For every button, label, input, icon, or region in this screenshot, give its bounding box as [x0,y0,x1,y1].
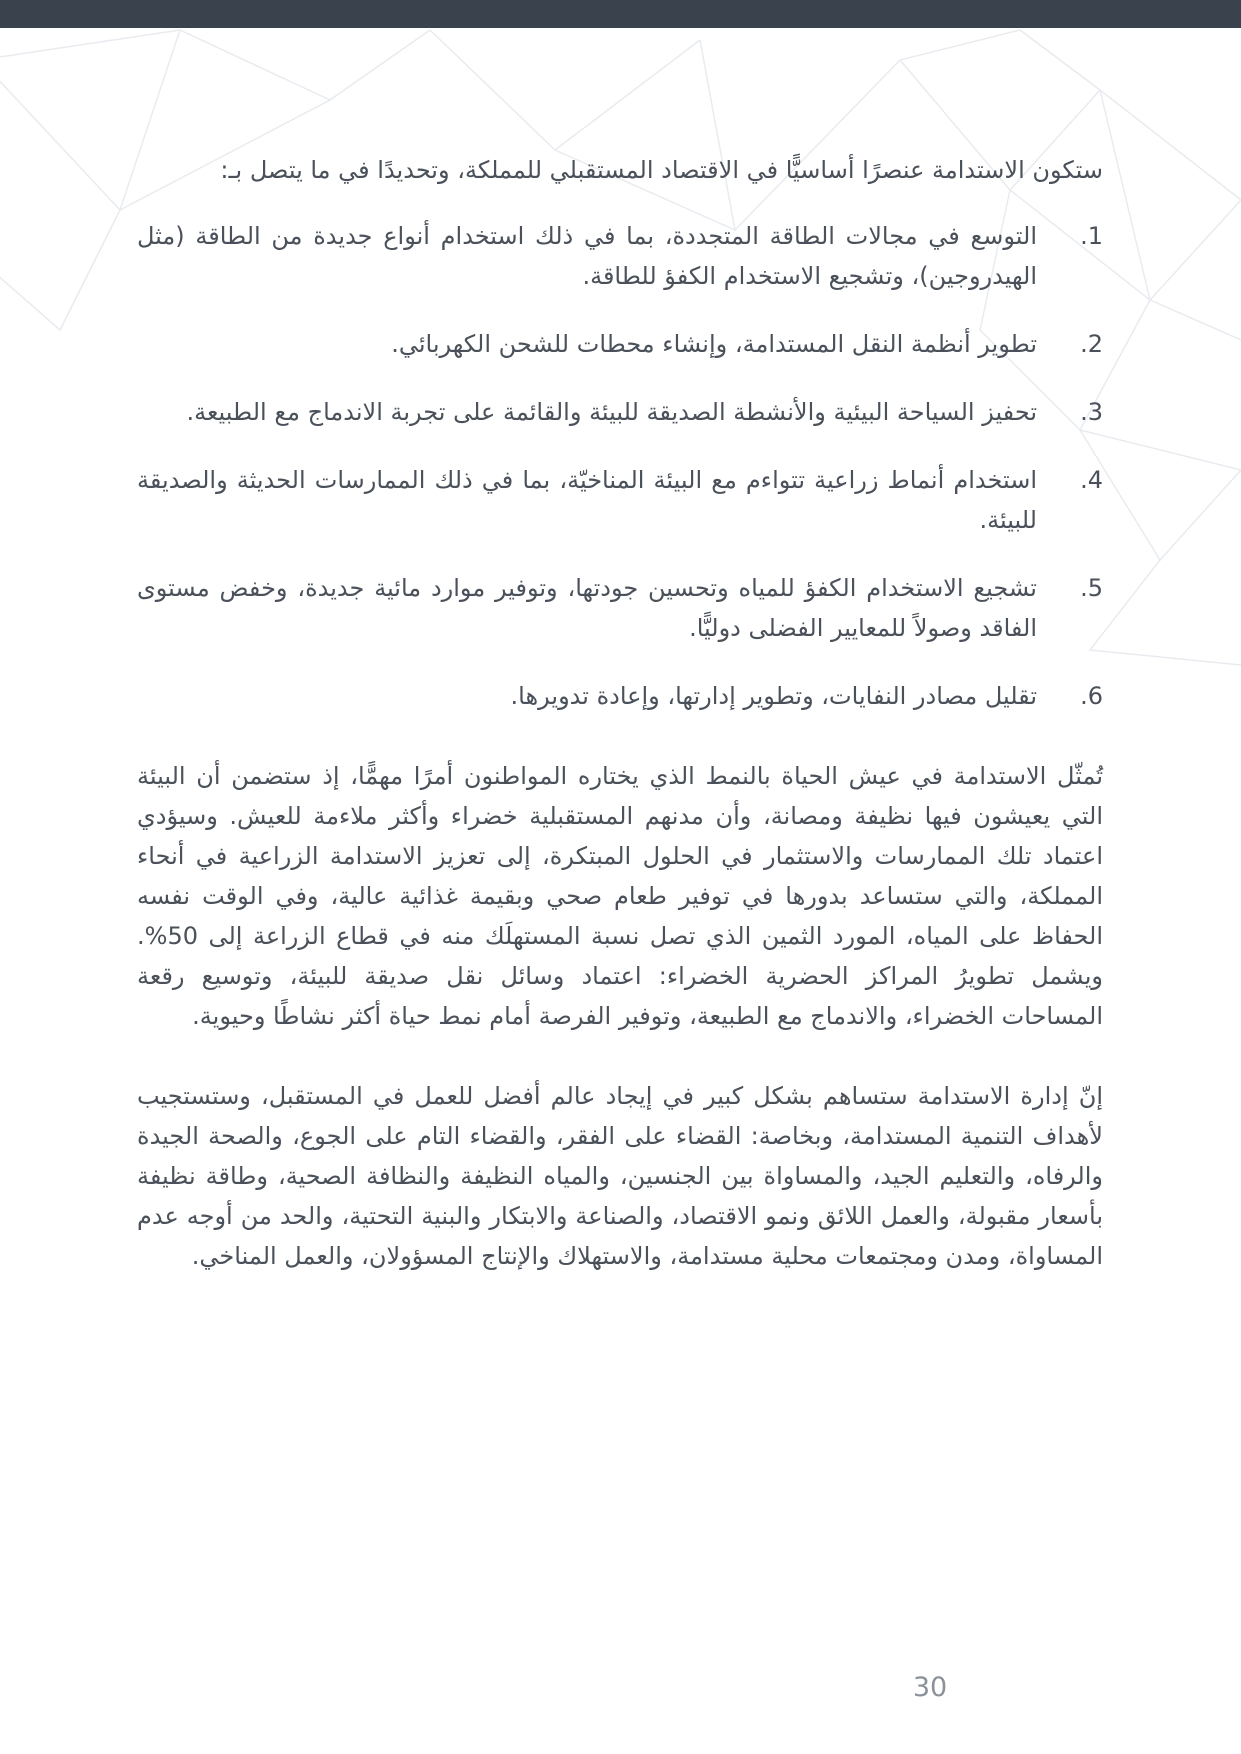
list-item [137,568,1103,648]
list-item [137,324,1103,364]
list-item-text: استخدام أنماط زراعية تتواءم مع البيئة المناخيّة، بما في ذلك الممارسات الحديثة والصديقة للبيئة. [137,466,1037,534]
intro-paragraph: ستكون الاستدامة عنصرًا أساسيًّا في الاقتصاد المستقبلي للمملكة، وتحديدًا في ما يتصل بـ: [220,156,1103,184]
top-bar [0,0,1241,28]
list-item [137,676,1103,716]
list-item [137,392,1103,432]
list-item-number: 6. [1080,682,1103,710]
body-paragraph-2: إنّ إدارة الاستدامة ستساهم بشكل كبير في إيجاد عالم أفضل للعمل في المستقبل، وستستجيب لأهداف التنمية المستدامة، وبخاصة: القضاء على الفقر، والقضاء التام على الجوع، والصحة الجيدة والرفاه، والتعليم الجيد، والمساواة بين الجنسين، والمياه النظيفة والنظافة الصحية، وطاقة نظيفة بأسعار مقبولة، والعمل اللائق ونمو الاقتصاد، والصناعة والابتكار والبنية التحتية، والحد من أوجه عدم المساواة، ومدن ومجتمعات محلية مستدامة، والاستهلاك والإنتاج المسؤولان، والعمل المناخي. [137,1082,1103,1270]
page-number: 30 [912,1672,948,1703]
list-item-number: 3. [1080,398,1103,426]
list-item [137,216,1103,296]
list-item-text: تقليل مصادر النفايات، وتطوير إدارتها، وإعادة تدويرها. [510,682,1037,710]
list-item-text: تشجيع الاستخدام الكفؤ للمياه وتحسين جودتها، وتوفير موارد مائية جديدة، وخفض مستوى الفاقد وصولاً للمعايير الفضلى دوليًّا. [137,574,1037,642]
list-item-number: 5. [1080,574,1103,602]
list-item-number: 2. [1080,330,1103,358]
sustainability-list [137,216,1103,716]
body-paragraph-1: تُمثّل الاستدامة في عيش الحياة بالنمط الذي يختاره المواطنون أمرًا مهمًّا، إذ ستضمن أن البيئة التي يعيشون فيها نظيفة ومصانة، وأن مدنهم المستقبلية خضراء وأكثر ملاءمة للعيش. وسيؤدي اعتماد تلك الممارسات والاستثمار في الحلول المبتكرة، إلى تعزيز الاستدامة الزراعية في أنحاء المملكة، والتي ستساعد بدورها في توفير طعام صحي وبقيمة غذائية عالية، وفي الوقت نفسه الحفاظ على المياه، المورد الثمين الذي تصل نسبة المستهلَك منه في قطاع الزراعة إلى 50%. ويشمل تطويرُ المراكز الحضرية الخضراء: اعتماد وسائل نقل صديقة للبيئة، وتوسيع رقعة المساحات الخضراء، والاندماج مع الطبيعة، وتوفير الفرصة أمام نمط حياة أكثر نشاطًا وحيوية. [137,762,1103,1030]
list-item-text: التوسع في مجالات الطاقة المتجددة، بما في ذلك استخدام أنواع جديدة من الطاقة (مثل الهيدروجين)، وتشجيع الاستخدام الكفؤ للطاقة. [137,222,1037,290]
list-item-text: تحفيز السياحة البيئية والأنشطة الصديقة للبيئة والقائمة على تجربة الاندماج مع الطبيعة. [186,398,1037,426]
list-item-text: تطوير أنظمة النقل المستدامة، وإنشاء محطات للشحن الكهربائي. [391,330,1037,358]
list-item [137,460,1103,540]
list-item-number: 1. [1080,222,1103,250]
list-item-number: 4. [1080,466,1103,494]
page-content [137,150,1103,1276]
